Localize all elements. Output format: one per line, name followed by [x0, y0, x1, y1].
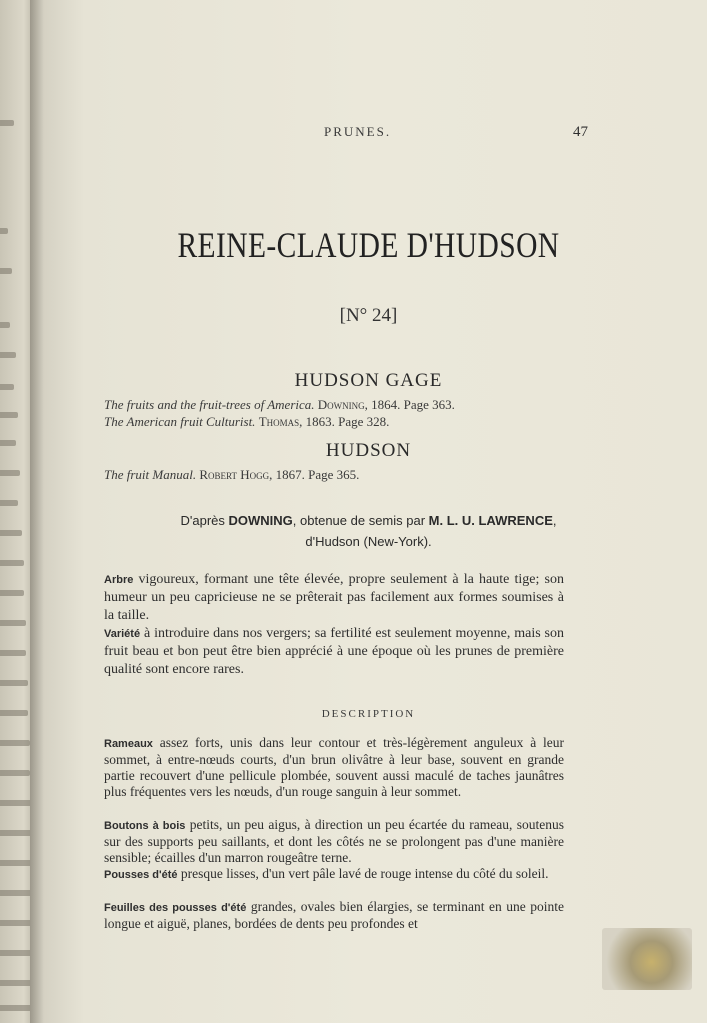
paragraph-lead: Boutons à bois	[104, 820, 186, 832]
reference-title: The American fruit Culturist.	[104, 414, 256, 429]
origin-middle: , obtenue de semis par	[292, 513, 429, 528]
description-paragraph	[104, 817, 564, 866]
description-paragraph	[104, 735, 564, 800]
description-paragraph	[104, 899, 564, 932]
origin-source: DOWNING	[228, 513, 293, 528]
reference-title: The fruit Manual.	[104, 467, 197, 482]
facing-page-edge	[0, 0, 34, 1023]
running-head: PRUNES.	[324, 124, 392, 139]
reference-line	[104, 467, 359, 483]
paragraph-lead: Feuilles des pousses d'été	[104, 902, 247, 914]
page-title: REINE-CLAUDE D'HUDSON	[177, 225, 560, 265]
page-number: 47	[573, 124, 588, 140]
origin-prefix: D'après	[180, 513, 229, 528]
paragraph-text: à introduire dans nos vergers; sa fertilité est seulement moyenne, mais son fruit beau et bon peut être bien apprécié à une époque où les prunes de première qualité sont encore rares.	[104, 626, 564, 677]
paragraph	[104, 571, 564, 625]
paragraph-text: assez forts, unis dans leur contour et très-légèrement anguleux à leur sommet, à entre-nœuds courts, d'un brun olivâtre à leur base, souvent en grande partie recouvert d'une pellicule plombée, souvent aussi maculé de taches jaunâtres plus fréquentes vers les nœuds, d'un rouge sanguin à leur sommet.	[104, 735, 564, 799]
paragraph-lead: Rameaux	[104, 738, 153, 750]
reference-author: Robert Hogg	[199, 467, 270, 482]
reference-author: Thomas	[258, 414, 300, 429]
origin-suffix: ,	[552, 513, 557, 528]
paragraph-text: grandes, ovales bien élargies, se terminant en une pointe longue et aiguë, planes, bordées de dents peu profondes et	[104, 899, 564, 931]
reference-year-page: , 1864. Page 363.	[364, 397, 455, 412]
paragraph-text: presque lisses, d'un vert pâle lavé de rouge intense du côté du soleil.	[177, 866, 549, 881]
reference-year-page: , 1867. Page 365.	[269, 467, 360, 482]
synonym-heading: HUDSON GAGE	[294, 370, 443, 391]
synonym-heading: HUDSON	[325, 440, 412, 461]
paragraph	[104, 625, 564, 679]
paragraph-text: petits, un peu aigus, à direction un peu écartée du rameau, soutenus sur des supports peu saillants, et dont les côtés ne se prolongent pas d'une manière sensible; écailles d'un marron rougeâtre terne.	[104, 817, 564, 865]
gutter-shadow	[30, 0, 44, 1023]
origin-breeder: M. L. U. LAWRENCE	[428, 513, 553, 528]
paragraph-lead: Variété	[104, 628, 141, 640]
reference-line	[104, 397, 455, 413]
book-page	[30, 0, 707, 1023]
reference-title: The fruits and the fruit-trees of America.	[104, 397, 315, 412]
origin-location: d'Hudson (New-York).	[305, 534, 432, 549]
variety-number: [N° 24]	[339, 305, 398, 326]
description-paragraph	[104, 866, 564, 883]
reference-year-page: , 1863. Page 328.	[299, 414, 390, 429]
fruit-thumbnail-image	[602, 928, 692, 990]
paragraph-lead: Pousses d'été	[104, 869, 178, 881]
reference-author: Downing	[317, 397, 365, 412]
paragraph-text: vigoureux, formant une tête élevée, propre seulement à la haute tige; son humeur un peu capricieuse ne se prêterait pas facilement aux formes soumises à la taille.	[104, 572, 564, 623]
section-heading: DESCRIPTION	[321, 708, 416, 720]
reference-line	[104, 414, 389, 430]
paragraph-lead: Arbre	[104, 574, 134, 586]
origin-note	[30, 510, 707, 552]
